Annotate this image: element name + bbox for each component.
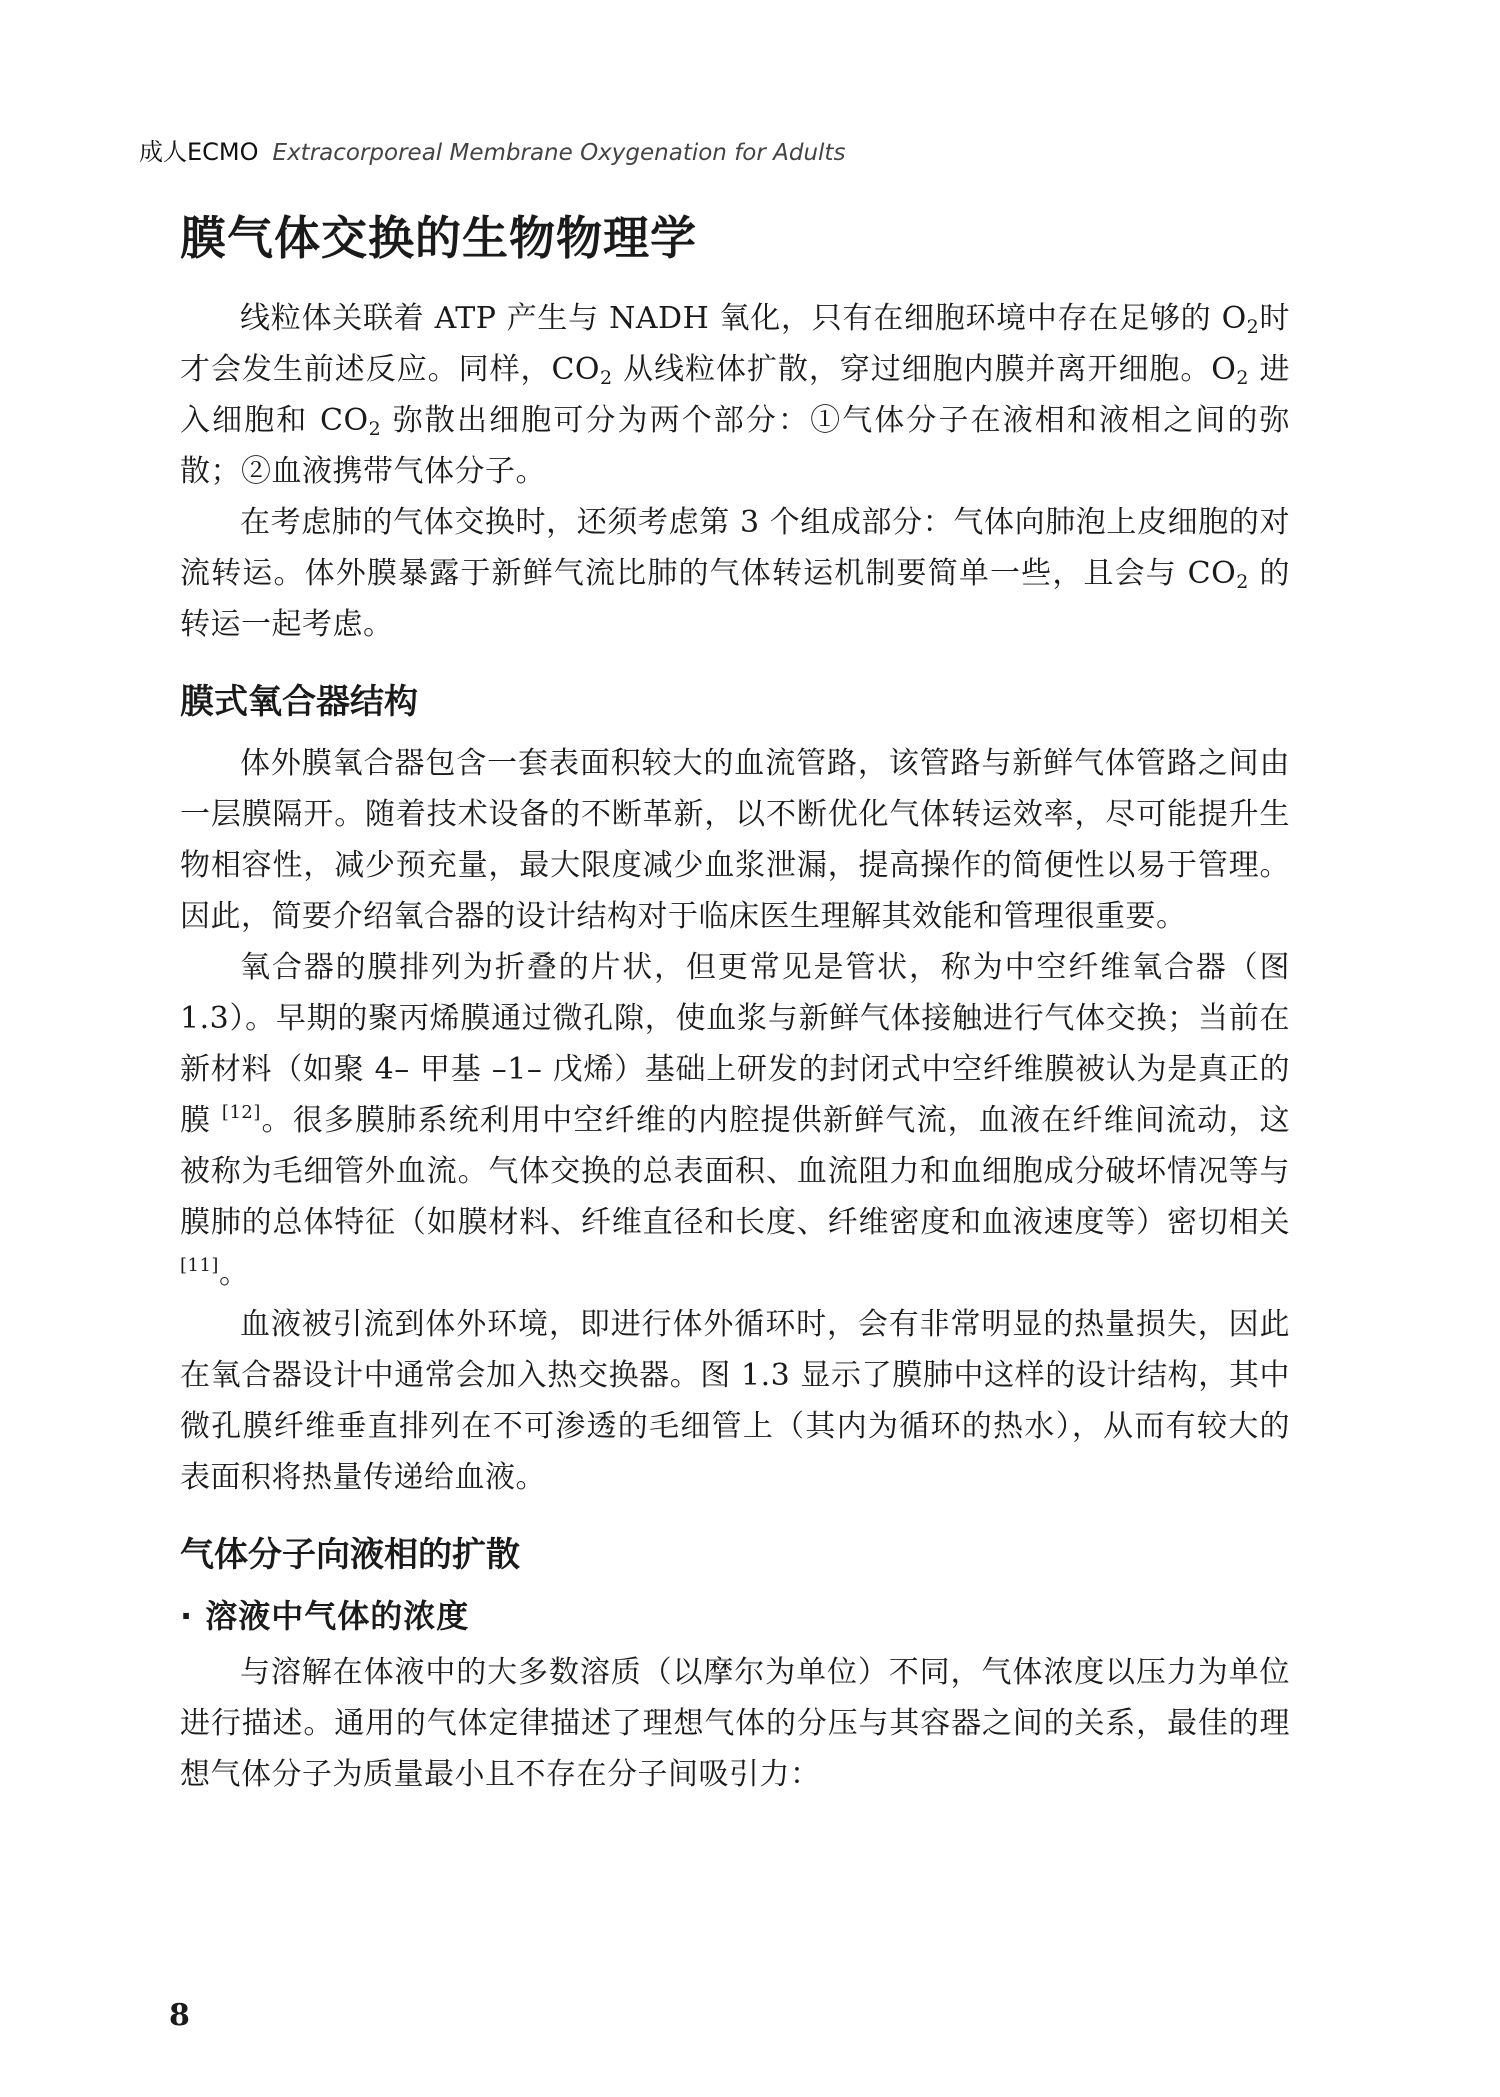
heading-gas-diffusion: 气体分子向液相的扩散 [180,1535,520,1575]
paragraph: 体外膜氧合器包含一套表面积较大的血流管路，该管路与新鲜气体管路之间由一层膜隔开。随着技术设备的不断革新，以不断优化气体转运效率，尽可能提升生物相容性，减少预充量，最大限度减少血浆泄漏，提高操作的简便性以易于管理。因此，简要介绍氧合器的设计结构对于临床医生理解其效能和管理很重要。 [180,746,1290,934]
paragraph: 与溶解在体液中的大多数溶质（以摩尔为单位）不同，气体浓度以压力为单位进行描述。通用的气体定律描述了理想气体的分压与其容器之间的关系，最佳的理想气体分子为质量最小且不存在分子间吸引力： [180,1655,1290,1792]
paragraph: 氧合器的膜排列为折叠的片状，但更常见是管状，称为中空纤维氧合器（图 1.3）。早期的聚丙烯膜通过微孔隙，使血浆与新鲜气体接触进行气体交换；当前在新材料（如聚 4– 甲基 –1– 戊烯）基础上研发的封闭式中空纤维膜被认为是真正的膜 [12]。很多膜肺系统利用中空纤维的内腔提供新鲜气流，血液在纤维间流动，这被称为毛细管外血流。气体交换的总表面积、血流阻力和血细胞成分破坏情况等与膜肺的总体特征（如膜材料、纤维直径和长度、纤维密度和血液速度等）密切相关 [11]。 [180,950,1291,1291]
paragraph: 血液被引流到体外环境，即进行体外循环时，会有非常明显的热量损失，因此在氧合器设计中通常会加入热交换器。图 1.3 显示了膜肺中这样的设计结构，其中微孔膜纤维垂直排列在不可渗透的毛细管上（其内为循环的热水），从而有较大的表面积将热量传递给血液。 [180,1307,1290,1495]
subheading-gas-concentration: · 溶液中气体的浓度 [180,1597,470,1635]
heading-membrane-oxygenator-structure: 膜式氧合器结构 [180,682,418,722]
running-header [139,136,845,169]
main-content [180,205,1290,1800]
page-number: 8 [169,1998,190,2033]
paragraph: 在考虑肺的气体交换时，还须考虑第 3 个组成部分：气体向肺泡上皮细胞的对流转运。体外膜暴露于新鲜气流比肺的气体转运机制要简单一些，且会与 $CO_2$ 的转运一起考虑。 [180,505,1290,642]
book-subtitle: Extracorporeal Membrane Oxygenation for Adults [272,140,846,166]
section-title: 膜气体交换的生物物理学 [180,211,697,265]
book-title: 成人ECMO [139,138,259,166]
citation: [12] [221,1102,261,1123]
paragraph: 线粒体关联着 ATP 产生与 NADH 氧化，只有在细胞环境中存在足够的 $O_2$时才会发生前述反应。同样，$CO_2$ 从线粒体扩散，穿过细胞内膜并离开细胞。$O_2$ 进入细胞和 $CO_2$ 弥散出细胞可分为两个部分：①气体分子在液相和液相之间的弥散；②血液携带气体分子。 [180,301,1291,489]
citation: [11] [180,1255,219,1276]
